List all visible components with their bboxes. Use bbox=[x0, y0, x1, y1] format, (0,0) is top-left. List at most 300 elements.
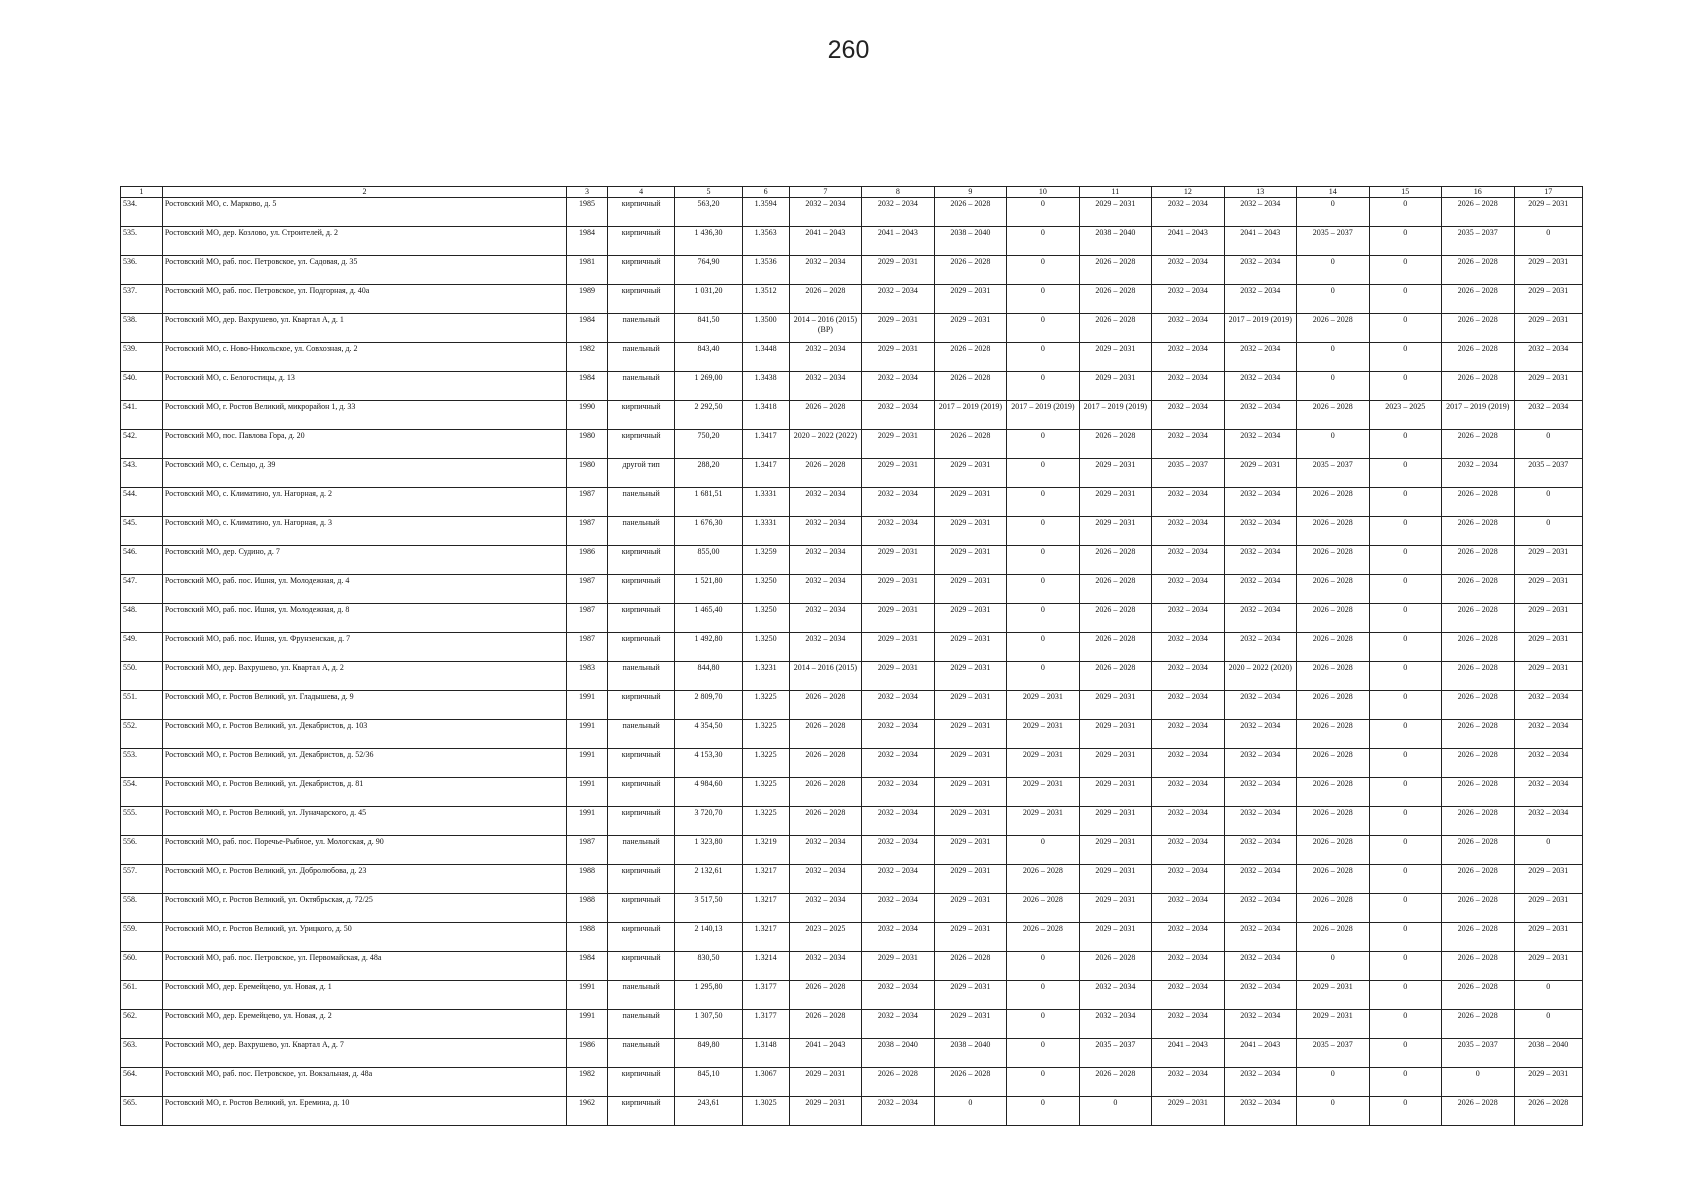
cell-period-8: 2032 – 2034 bbox=[862, 517, 934, 546]
cell-period-13: 2032 – 2034 bbox=[1224, 575, 1296, 604]
cell-period-10: 0 bbox=[1007, 633, 1079, 662]
cell-year-built: 1980 bbox=[567, 459, 608, 488]
cell-period-9: 2038 – 2040 bbox=[934, 227, 1006, 256]
cell-row-number: 544. bbox=[121, 488, 163, 517]
cell-period-9: 2026 – 2028 bbox=[934, 343, 1006, 372]
cell-wall-material: панельный bbox=[607, 343, 674, 372]
cell-period-8: 2032 – 2034 bbox=[862, 836, 934, 865]
cell-area: 1 323,80 bbox=[675, 836, 742, 865]
cell-wall-material: кирпичный bbox=[607, 952, 674, 981]
table-row bbox=[121, 372, 1583, 401]
cell-period-14: 2026 – 2028 bbox=[1297, 836, 1369, 865]
cell-period-13: 2032 – 2034 bbox=[1224, 633, 1296, 662]
cell-wall-material: панельный bbox=[607, 314, 674, 343]
cell-period-11: 2029 – 2031 bbox=[1079, 517, 1151, 546]
cell-period-16: 2035 – 2037 bbox=[1442, 1039, 1514, 1068]
cell-address: Ростовский МО, с. Сельцо, д. 39 bbox=[162, 459, 566, 488]
cell-address: Ростовский МО, с. Климатино, ул. Нагорная, д. 2 bbox=[162, 488, 566, 517]
table-row bbox=[121, 604, 1583, 633]
cell-address: Ростовский МО, раб. пос. Петровское, ул. Вокзальная, д. 48а bbox=[162, 1068, 566, 1097]
cell-period-7: 2032 – 2034 bbox=[789, 256, 861, 285]
cell-period-7: 2032 – 2034 bbox=[789, 517, 861, 546]
cell-period-8: 2029 – 2031 bbox=[862, 343, 934, 372]
cell-address: Ростовский МО, с. Климатино, ул. Нагорная, д. 3 bbox=[162, 517, 566, 546]
cell-wall-material: кирпичный bbox=[607, 778, 674, 807]
cell-period-10: 0 bbox=[1007, 314, 1079, 343]
cell-period-10: 2029 – 2031 bbox=[1007, 749, 1079, 778]
cell-period-9: 2026 – 2028 bbox=[934, 1068, 1006, 1097]
cell-period-13: 2032 – 2034 bbox=[1224, 720, 1296, 749]
cell-period-14: 2026 – 2028 bbox=[1297, 749, 1369, 778]
cell-period-16: 2026 – 2028 bbox=[1442, 952, 1514, 981]
cell-period-14: 0 bbox=[1297, 1097, 1369, 1126]
cell-period-7: 2032 – 2034 bbox=[789, 894, 861, 923]
cell-year-built: 1991 bbox=[567, 981, 608, 1010]
cell-period-12: 2032 – 2034 bbox=[1152, 546, 1224, 575]
cell-period-14: 2026 – 2028 bbox=[1297, 633, 1369, 662]
cell-year-built: 1987 bbox=[567, 575, 608, 604]
cell-period-7: 2032 – 2034 bbox=[789, 198, 861, 227]
cell-period-9: 2029 – 2031 bbox=[934, 981, 1006, 1010]
cell-wall-material: панельный bbox=[607, 981, 674, 1010]
cell-index: 1.3177 bbox=[742, 1010, 789, 1039]
cell-address: Ростовский МО, г. Ростов Великий, микрорайон 1, д. 33 bbox=[162, 401, 566, 430]
cell-period-8: 2029 – 2031 bbox=[862, 314, 934, 343]
cell-period-14: 2026 – 2028 bbox=[1297, 923, 1369, 952]
table-row bbox=[121, 488, 1583, 517]
cell-period-10: 0 bbox=[1007, 604, 1079, 633]
cell-period-13: 2032 – 2034 bbox=[1224, 691, 1296, 720]
cell-period-13: 2032 – 2034 bbox=[1224, 256, 1296, 285]
cell-row-number: 543. bbox=[121, 459, 163, 488]
cell-period-16: 2026 – 2028 bbox=[1442, 865, 1514, 894]
cell-address: Ростовский МО, раб. пос. Ишня, ул. Фрунзенская, д. 7 bbox=[162, 633, 566, 662]
cell-area: 2 132,61 bbox=[675, 865, 742, 894]
table-row bbox=[121, 430, 1583, 459]
cell-period-15: 0 bbox=[1369, 546, 1441, 575]
cell-wall-material: другой тип bbox=[607, 459, 674, 488]
cell-period-17: 0 bbox=[1514, 1010, 1583, 1039]
cell-period-14: 2026 – 2028 bbox=[1297, 720, 1369, 749]
cell-row-number: 561. bbox=[121, 981, 163, 1010]
column-header-2: 2 bbox=[162, 187, 566, 198]
cell-period-8: 2032 – 2034 bbox=[862, 749, 934, 778]
cell-address: Ростовский МО, раб. пос. Петровское, ул. Подгорная, д. 40а bbox=[162, 285, 566, 314]
cell-period-16: 2026 – 2028 bbox=[1442, 720, 1514, 749]
cell-wall-material: панельный bbox=[607, 836, 674, 865]
cell-period-8: 2032 – 2034 bbox=[862, 401, 934, 430]
cell-period-17: 2029 – 2031 bbox=[1514, 604, 1583, 633]
cell-address: Ростовский МО, дер. Вахрушево, ул. Квартал А, д. 2 bbox=[162, 662, 566, 691]
cell-period-7: 2032 – 2034 bbox=[789, 604, 861, 633]
cell-period-15: 0 bbox=[1369, 662, 1441, 691]
cell-period-15: 0 bbox=[1369, 488, 1441, 517]
cell-period-12: 2032 – 2034 bbox=[1152, 807, 1224, 836]
cell-period-14: 2026 – 2028 bbox=[1297, 778, 1369, 807]
cell-period-12: 2032 – 2034 bbox=[1152, 981, 1224, 1010]
cell-period-10: 0 bbox=[1007, 343, 1079, 372]
table-row bbox=[121, 459, 1583, 488]
table-row bbox=[121, 981, 1583, 1010]
table-row bbox=[121, 633, 1583, 662]
cell-period-10: 0 bbox=[1007, 285, 1079, 314]
cell-period-17: 2029 – 2031 bbox=[1514, 256, 1583, 285]
cell-row-number: 564. bbox=[121, 1068, 163, 1097]
cell-row-number: 536. bbox=[121, 256, 163, 285]
cell-period-16: 2026 – 2028 bbox=[1442, 198, 1514, 227]
cell-row-number: 550. bbox=[121, 662, 163, 691]
cell-period-12: 2032 – 2034 bbox=[1152, 256, 1224, 285]
cell-period-8: 2032 – 2034 bbox=[862, 981, 934, 1010]
cell-period-8: 2029 – 2031 bbox=[862, 546, 934, 575]
cell-period-15: 0 bbox=[1369, 952, 1441, 981]
cell-period-8: 2032 – 2034 bbox=[862, 807, 934, 836]
cell-period-9: 2029 – 2031 bbox=[934, 1010, 1006, 1039]
cell-period-11: 2026 – 2028 bbox=[1079, 285, 1151, 314]
cell-period-8: 2032 – 2034 bbox=[862, 1097, 934, 1126]
cell-area: 830,50 bbox=[675, 952, 742, 981]
column-header-15: 15 bbox=[1369, 187, 1441, 198]
cell-period-13: 2032 – 2034 bbox=[1224, 343, 1296, 372]
cell-period-13: 2032 – 2034 bbox=[1224, 517, 1296, 546]
cell-period-12: 2032 – 2034 bbox=[1152, 1068, 1224, 1097]
cell-year-built: 1991 bbox=[567, 691, 608, 720]
cell-period-10: 0 bbox=[1007, 662, 1079, 691]
cell-wall-material: кирпичный bbox=[607, 633, 674, 662]
cell-period-10: 0 bbox=[1007, 488, 1079, 517]
cell-period-10: 2029 – 2031 bbox=[1007, 807, 1079, 836]
cell-wall-material: кирпичный bbox=[607, 401, 674, 430]
cell-period-16: 2026 – 2028 bbox=[1442, 343, 1514, 372]
cell-period-10: 0 bbox=[1007, 1097, 1079, 1126]
cell-index: 1.3331 bbox=[742, 488, 789, 517]
cell-period-17: 2032 – 2034 bbox=[1514, 778, 1583, 807]
cell-period-10: 2026 – 2028 bbox=[1007, 923, 1079, 952]
cell-period-7: 2026 – 2028 bbox=[789, 285, 861, 314]
cell-wall-material: панельный bbox=[607, 517, 674, 546]
cell-year-built: 1982 bbox=[567, 343, 608, 372]
table-row bbox=[121, 256, 1583, 285]
cell-period-11: 2026 – 2028 bbox=[1079, 430, 1151, 459]
cell-index: 1.3067 bbox=[742, 1068, 789, 1097]
cell-period-17: 0 bbox=[1514, 836, 1583, 865]
column-header-12: 12 bbox=[1152, 187, 1224, 198]
cell-period-11: 2017 – 2019 (2019) bbox=[1079, 401, 1151, 430]
cell-period-7: 2029 – 2031 bbox=[789, 1097, 861, 1126]
cell-address: Ростовский МО, раб. пос. Петровское, ул. Первомайская, д. 48а bbox=[162, 952, 566, 981]
cell-period-13: 2032 – 2034 bbox=[1224, 604, 1296, 633]
cell-year-built: 1984 bbox=[567, 227, 608, 256]
cell-period-9: 2029 – 2031 bbox=[934, 778, 1006, 807]
cell-year-built: 1984 bbox=[567, 314, 608, 343]
cell-period-12: 2041 – 2043 bbox=[1152, 1039, 1224, 1068]
cell-address: Ростовский МО, г. Ростов Великий, ул. Декабристов, д. 81 bbox=[162, 778, 566, 807]
table-row bbox=[121, 749, 1583, 778]
cell-period-15: 0 bbox=[1369, 314, 1441, 343]
cell-year-built: 1984 bbox=[567, 372, 608, 401]
cell-period-7: 2032 – 2034 bbox=[789, 865, 861, 894]
table-row bbox=[121, 401, 1583, 430]
table-row bbox=[121, 807, 1583, 836]
cell-period-9: 2029 – 2031 bbox=[934, 836, 1006, 865]
cell-period-14: 2026 – 2028 bbox=[1297, 314, 1369, 343]
cell-period-12: 2032 – 2034 bbox=[1152, 923, 1224, 952]
cell-address: Ростовский МО, дер. Судино, д. 7 bbox=[162, 546, 566, 575]
cell-period-9: 2029 – 2031 bbox=[934, 633, 1006, 662]
cell-period-12: 2032 – 2034 bbox=[1152, 430, 1224, 459]
cell-period-11: 2029 – 2031 bbox=[1079, 343, 1151, 372]
cell-area: 1 269,00 bbox=[675, 372, 742, 401]
cell-period-17: 2026 – 2028 bbox=[1514, 1097, 1583, 1126]
column-header-5: 5 bbox=[675, 187, 742, 198]
column-header-9: 9 bbox=[934, 187, 1006, 198]
cell-period-16: 2026 – 2028 bbox=[1442, 256, 1514, 285]
cell-row-number: 538. bbox=[121, 314, 163, 343]
cell-period-8: 2038 – 2040 bbox=[862, 1039, 934, 1068]
cell-index: 1.3594 bbox=[742, 198, 789, 227]
cell-index: 1.3225 bbox=[742, 720, 789, 749]
cell-period-10: 0 bbox=[1007, 836, 1079, 865]
cell-period-12: 2032 – 2034 bbox=[1152, 517, 1224, 546]
cell-period-8: 2032 – 2034 bbox=[862, 198, 934, 227]
table-row bbox=[121, 894, 1583, 923]
cell-area: 243,61 bbox=[675, 1097, 742, 1126]
cell-period-12: 2032 – 2034 bbox=[1152, 372, 1224, 401]
cell-period-12: 2032 – 2034 bbox=[1152, 604, 1224, 633]
cell-period-17: 2032 – 2034 bbox=[1514, 807, 1583, 836]
cell-period-16: 2026 – 2028 bbox=[1442, 807, 1514, 836]
cell-address: Ростовский МО, дер. Еремейцево, ул. Новая, д. 2 bbox=[162, 1010, 566, 1039]
cell-year-built: 1986 bbox=[567, 546, 608, 575]
cell-period-12: 2032 – 2034 bbox=[1152, 662, 1224, 691]
table-row bbox=[121, 285, 1583, 314]
cell-period-14: 0 bbox=[1297, 1068, 1369, 1097]
cell-period-10: 0 bbox=[1007, 517, 1079, 546]
cell-area: 4 354,50 bbox=[675, 720, 742, 749]
cell-period-13: 2032 – 2034 bbox=[1224, 836, 1296, 865]
cell-year-built: 1984 bbox=[567, 952, 608, 981]
cell-period-16: 2026 – 2028 bbox=[1442, 314, 1514, 343]
cell-row-number: 547. bbox=[121, 575, 163, 604]
table-row bbox=[121, 227, 1583, 256]
cell-period-12: 2032 – 2034 bbox=[1152, 575, 1224, 604]
table-row bbox=[121, 1097, 1583, 1126]
cell-period-10: 2026 – 2028 bbox=[1007, 894, 1079, 923]
cell-index: 1.3225 bbox=[742, 749, 789, 778]
cell-period-15: 0 bbox=[1369, 604, 1441, 633]
cell-period-11: 2029 – 2031 bbox=[1079, 865, 1151, 894]
cell-period-16: 2026 – 2028 bbox=[1442, 894, 1514, 923]
cell-period-9: 2029 – 2031 bbox=[934, 923, 1006, 952]
cell-period-13: 2020 – 2022 (2020) bbox=[1224, 662, 1296, 691]
cell-period-13: 2032 – 2034 bbox=[1224, 807, 1296, 836]
cell-period-7: 2032 – 2034 bbox=[789, 575, 861, 604]
cell-period-17: 2029 – 2031 bbox=[1514, 285, 1583, 314]
cell-period-17: 2032 – 2034 bbox=[1514, 720, 1583, 749]
cell-area: 841,50 bbox=[675, 314, 742, 343]
cell-period-8: 2029 – 2031 bbox=[862, 662, 934, 691]
cell-period-7: 2026 – 2028 bbox=[789, 691, 861, 720]
cell-period-8: 2029 – 2031 bbox=[862, 952, 934, 981]
cell-period-7: 2020 – 2022 (2022) bbox=[789, 430, 861, 459]
cell-row-number: 546. bbox=[121, 546, 163, 575]
cell-period-7: 2032 – 2034 bbox=[789, 343, 861, 372]
cell-period-14: 0 bbox=[1297, 285, 1369, 314]
cell-area: 1 465,40 bbox=[675, 604, 742, 633]
cell-period-12: 2032 – 2034 bbox=[1152, 198, 1224, 227]
cell-period-16: 2017 – 2019 (2019) bbox=[1442, 401, 1514, 430]
cell-year-built: 1987 bbox=[567, 517, 608, 546]
cell-year-built: 1989 bbox=[567, 285, 608, 314]
cell-index: 1.3225 bbox=[742, 778, 789, 807]
cell-index: 1.3025 bbox=[742, 1097, 789, 1126]
table-body bbox=[121, 198, 1583, 1126]
cell-period-13: 2032 – 2034 bbox=[1224, 198, 1296, 227]
cell-period-13: 2032 – 2034 bbox=[1224, 430, 1296, 459]
cell-period-8: 2029 – 2031 bbox=[862, 459, 934, 488]
cell-period-14: 2029 – 2031 bbox=[1297, 1010, 1369, 1039]
cell-period-9: 2029 – 2031 bbox=[934, 662, 1006, 691]
cell-index: 1.3536 bbox=[742, 256, 789, 285]
cell-period-8: 2032 – 2034 bbox=[862, 691, 934, 720]
cell-period-9: 2026 – 2028 bbox=[934, 430, 1006, 459]
cell-period-8: 2032 – 2034 bbox=[862, 778, 934, 807]
cell-area: 750,20 bbox=[675, 430, 742, 459]
cell-period-10: 0 bbox=[1007, 459, 1079, 488]
cell-period-8: 2032 – 2034 bbox=[862, 720, 934, 749]
cell-period-15: 0 bbox=[1369, 1039, 1441, 1068]
cell-period-9: 2029 – 2031 bbox=[934, 604, 1006, 633]
cell-period-7: 2014 – 2016 (2015) bbox=[789, 662, 861, 691]
cell-period-16: 2026 – 2028 bbox=[1442, 285, 1514, 314]
cell-period-15: 0 bbox=[1369, 923, 1441, 952]
cell-period-11: 2029 – 2031 bbox=[1079, 923, 1151, 952]
cell-period-13: 2032 – 2034 bbox=[1224, 778, 1296, 807]
cell-index: 1.3219 bbox=[742, 836, 789, 865]
cell-year-built: 1988 bbox=[567, 923, 608, 952]
cell-period-14: 2026 – 2028 bbox=[1297, 894, 1369, 923]
cell-period-16: 2026 – 2028 bbox=[1442, 430, 1514, 459]
cell-period-7: 2026 – 2028 bbox=[789, 981, 861, 1010]
column-header-4: 4 bbox=[607, 187, 674, 198]
column-header-10: 10 bbox=[1007, 187, 1079, 198]
table-row bbox=[121, 662, 1583, 691]
cell-period-11: 2026 – 2028 bbox=[1079, 314, 1151, 343]
column-header-1: 1 bbox=[121, 187, 163, 198]
cell-period-13: 2032 – 2034 bbox=[1224, 488, 1296, 517]
cell-period-17: 2029 – 2031 bbox=[1514, 865, 1583, 894]
cell-period-16: 2026 – 2028 bbox=[1442, 836, 1514, 865]
cell-period-11: 2035 – 2037 bbox=[1079, 1039, 1151, 1068]
cell-period-15: 0 bbox=[1369, 285, 1441, 314]
cell-period-17: 2029 – 2031 bbox=[1514, 923, 1583, 952]
cell-period-17: 2029 – 2031 bbox=[1514, 662, 1583, 691]
cell-period-10: 2026 – 2028 bbox=[1007, 865, 1079, 894]
cell-wall-material: кирпичный bbox=[607, 604, 674, 633]
cell-period-17: 2029 – 2031 bbox=[1514, 1068, 1583, 1097]
cell-area: 845,10 bbox=[675, 1068, 742, 1097]
cell-index: 1.3331 bbox=[742, 517, 789, 546]
cell-period-14: 2026 – 2028 bbox=[1297, 604, 1369, 633]
cell-address: Ростовский МО, дер. Козлово, ул. Строителей, д. 2 bbox=[162, 227, 566, 256]
housing-table bbox=[120, 186, 1583, 1126]
cell-index: 1.3217 bbox=[742, 923, 789, 952]
cell-period-7: 2032 – 2034 bbox=[789, 488, 861, 517]
cell-period-10: 2029 – 2031 bbox=[1007, 778, 1079, 807]
cell-period-17: 0 bbox=[1514, 517, 1583, 546]
cell-period-16: 2026 – 2028 bbox=[1442, 604, 1514, 633]
cell-period-8: 2029 – 2031 bbox=[862, 256, 934, 285]
column-header-8: 8 bbox=[862, 187, 934, 198]
cell-index: 1.3148 bbox=[742, 1039, 789, 1068]
cell-period-9: 0 bbox=[934, 1097, 1006, 1126]
cell-index: 1.3231 bbox=[742, 662, 789, 691]
cell-period-13: 2032 – 2034 bbox=[1224, 981, 1296, 1010]
cell-period-10: 0 bbox=[1007, 575, 1079, 604]
cell-period-7: 2032 – 2034 bbox=[789, 372, 861, 401]
table-row bbox=[121, 865, 1583, 894]
column-header-17: 17 bbox=[1514, 187, 1583, 198]
cell-year-built: 1983 bbox=[567, 662, 608, 691]
cell-year-built: 1962 bbox=[567, 1097, 608, 1126]
cell-period-12: 2032 – 2034 bbox=[1152, 952, 1224, 981]
cell-area: 1 521,80 bbox=[675, 575, 742, 604]
cell-period-7: 2032 – 2034 bbox=[789, 546, 861, 575]
cell-period-10: 0 bbox=[1007, 952, 1079, 981]
cell-year-built: 1982 bbox=[567, 1068, 608, 1097]
cell-period-9: 2026 – 2028 bbox=[934, 256, 1006, 285]
cell-period-8: 2032 – 2034 bbox=[862, 285, 934, 314]
cell-period-11: 2029 – 2031 bbox=[1079, 749, 1151, 778]
cell-period-10: 0 bbox=[1007, 372, 1079, 401]
cell-period-8: 2032 – 2034 bbox=[862, 1010, 934, 1039]
cell-index: 1.3214 bbox=[742, 952, 789, 981]
cell-row-number: 559. bbox=[121, 923, 163, 952]
cell-period-17: 2032 – 2034 bbox=[1514, 343, 1583, 372]
cell-address: Ростовский МО, раб. пос. Петровское, ул. Садовая, д. 35 bbox=[162, 256, 566, 285]
cell-row-number: 541. bbox=[121, 401, 163, 430]
cell-period-15: 0 bbox=[1369, 343, 1441, 372]
cell-period-15: 0 bbox=[1369, 256, 1441, 285]
cell-area: 849,80 bbox=[675, 1039, 742, 1068]
cell-period-9: 2026 – 2028 bbox=[934, 372, 1006, 401]
cell-period-17: 2032 – 2034 bbox=[1514, 401, 1583, 430]
cell-period-15: 0 bbox=[1369, 836, 1441, 865]
cell-period-7: 2032 – 2034 bbox=[789, 633, 861, 662]
cell-period-17: 2029 – 2031 bbox=[1514, 575, 1583, 604]
cell-period-10: 0 bbox=[1007, 198, 1079, 227]
cell-period-7: 2041 – 2043 bbox=[789, 1039, 861, 1068]
cell-period-13: 2032 – 2034 bbox=[1224, 952, 1296, 981]
cell-row-number: 558. bbox=[121, 894, 163, 923]
cell-period-14: 2026 – 2028 bbox=[1297, 807, 1369, 836]
cell-row-number: 565. bbox=[121, 1097, 163, 1126]
cell-period-15: 0 bbox=[1369, 1068, 1441, 1097]
cell-period-12: 2032 – 2034 bbox=[1152, 720, 1224, 749]
cell-address: Ростовский МО, раб. пос. Ишня, ул. Молодежная, д. 4 bbox=[162, 575, 566, 604]
cell-address: Ростовский МО, г. Ростов Великий, ул. Еремина, д. 10 bbox=[162, 1097, 566, 1126]
cell-period-17: 2029 – 2031 bbox=[1514, 633, 1583, 662]
cell-period-11: 2029 – 2031 bbox=[1079, 459, 1151, 488]
cell-period-10: 2029 – 2031 bbox=[1007, 720, 1079, 749]
cell-period-16: 2026 – 2028 bbox=[1442, 691, 1514, 720]
cell-period-9: 2029 – 2031 bbox=[934, 459, 1006, 488]
cell-period-7: 2032 – 2034 bbox=[789, 952, 861, 981]
cell-period-14: 2026 – 2028 bbox=[1297, 691, 1369, 720]
cell-period-8: 2041 – 2043 bbox=[862, 227, 934, 256]
cell-period-13: 2029 – 2031 bbox=[1224, 459, 1296, 488]
cell-period-10: 0 bbox=[1007, 1010, 1079, 1039]
